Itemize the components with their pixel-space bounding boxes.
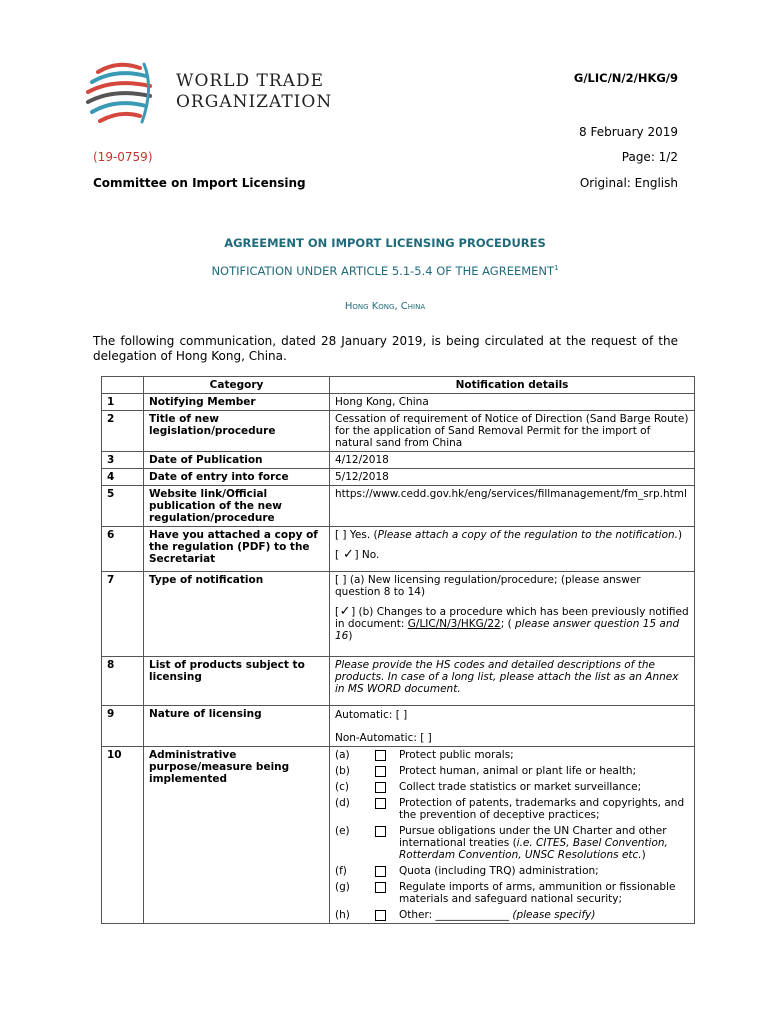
member-title: Hong Kong, China [344,301,426,312]
changed-procedure-option[interactable]: [✓] (b) Changes to a procedure which has been previously notified in document: G/LIC/N/3/HKG/22; ( please answer question 15 and 16) [335,604,689,642]
footnote-marker: 1 [554,264,559,273]
table-row: 5 Website link/Official publication of the new regulation/procedure https://www.cedd.gov.hk/eng/services/fillmanagement/fm_srp.html [102,486,695,527]
purpose-list: (a) Protect public morals; (b) Protect human, animal or plant life or health; (c) Collect trade statistics or market surveillance; (d) Protection of patents, trademarks and copyrights, and the prevention of deceptive practices; (e) Pursue obligations under the UN Charter and other international treaties (i.e. CITES, Basel Convention, Rotterdam Convention, UNSC Resolutions etc.) (f) Quota (including TRQ) administration; (g) Regulate imports of arms, ammunition or fissionable materials and safeguard national security; (h) Other: ______________ (please specify) [335,749,685,921]
checkbox-purpose-f[interactable] [375,866,386,877]
notification-table [101,376,695,924]
checkbox-purpose-a[interactable] [375,750,386,761]
table-row: 7 Type of notification [ ] (a) New licensing regulation/procedure; (please answer question 8 to 14) [✓] (b) Changes to a procedure which has been previously notified in document: G/LIC/N/3/HKG/22; ( please answer question 15 and 16) [102,572,695,657]
new-procedure-option[interactable]: [ ] (a) New licensing regulation/procedure; (please answer question 8 to 14) [335,574,641,598]
document-number: (19-0759) [93,150,153,164]
website-link[interactable]: https://www.cedd.gov.hk/eng/services/fillmanagement/fm_srp.html [330,486,695,527]
intro-paragraph: The following communication, dated 28 January 2019, is being circulated at the request of the delegation of Hong Kong, China. [93,334,678,363]
table-row: 9 Nature of licensing Automatic: [ ] Non-Automatic: [ ] [102,706,695,747]
table-row: 6 Have you attached a copy of the regulation (PDF) to the Secretariat [ ] Yes. (Please attach a copy of the regulation to the notification.) [ ✓] No. [102,527,695,572]
header-details: Notification details [330,377,695,394]
checkmark-icon: ✓ [342,547,354,562]
checkbox-purpose-g[interactable] [375,882,386,893]
agreement-title: AGREEMENT ON IMPORT LICENSING PROCEDURES [224,236,546,250]
table-header-row [102,377,695,394]
notification-title: NOTIFICATION UNDER ARTICLE 5.1-5.4 OF THE AGREEMENT$^1$ [211,264,559,278]
committee-name: Committee on Import Licensing [93,176,306,190]
page-indicator: Page: 1/2 [621,150,678,164]
non-automatic-option[interactable]: Non-Automatic: [ ] [335,732,432,744]
checkbox-purpose-e[interactable] [375,826,386,837]
table-row: 3 Date of Publication 4/12/2018 [102,452,695,469]
wto-logo [84,58,334,128]
document-date: 8 February 2019 [579,125,678,139]
table-row: 10 Administrative purpose/measure being implemented (a) Protect public morals; (b) Protect human, animal or plant life or health; (c) Collect trade statistics or market surveillance; (d) Protection of patents, trademarks and copyrights, and the prevention of deceptive practices; (e) Pursue obligations under the UN Charter and other international treaties (i.e. CITES, Basel Convention, Rotterdam Convention, UNSC Resolutions etc.) (f) Quota (including TRQ) administration; (g) Regulate imports of arms, ammunition or fissionable materials and safeguard national security; (h) Other: ______________ (please specify) [102,747,695,924]
table-row: 1 Notifying Member Hong Kong, China [102,394,695,411]
attached-no-option[interactable]: [ ✓] No. [335,547,380,562]
original-language: Original: English [579,176,678,190]
table-row: 2 Title of new legislation/procedure Cessation of requirement of Notice of Direction (Sand Barge Route) for the application of Sand Removal Permit for the import of natural sand from China [102,411,695,452]
document-symbol: G/LIC/N/2/HKG/9 [573,71,678,85]
checkbox-purpose-b[interactable] [375,766,386,777]
attached-yes-option[interactable]: [ ] Yes. (Please attach a copy of the regulation to the notification.) [335,529,683,541]
wto-emblem-icon [84,58,168,128]
table-row: 8 List of products subject to licensing Please provide the HS codes and detailed descriptions of the products. In case of a long list, please attach the list as an Annex in MS WORD document. [102,657,695,706]
checkmark-icon: ✓ [339,604,351,619]
header-category: Category [144,377,330,394]
wto-logo-text: WORLD TRADE ORGANIZATION [176,71,333,112]
checkbox-purpose-d[interactable] [375,798,386,809]
checkbox-purpose-h[interactable] [375,910,386,921]
checkbox-purpose-c[interactable] [375,782,386,793]
previous-notification-link[interactable]: G/LIC/N/3/HKG/22 [407,618,501,630]
table-row: 4 Date of entry into force 5/12/2018 [102,469,695,486]
automatic-option[interactable]: Automatic: [ ] [335,709,408,721]
